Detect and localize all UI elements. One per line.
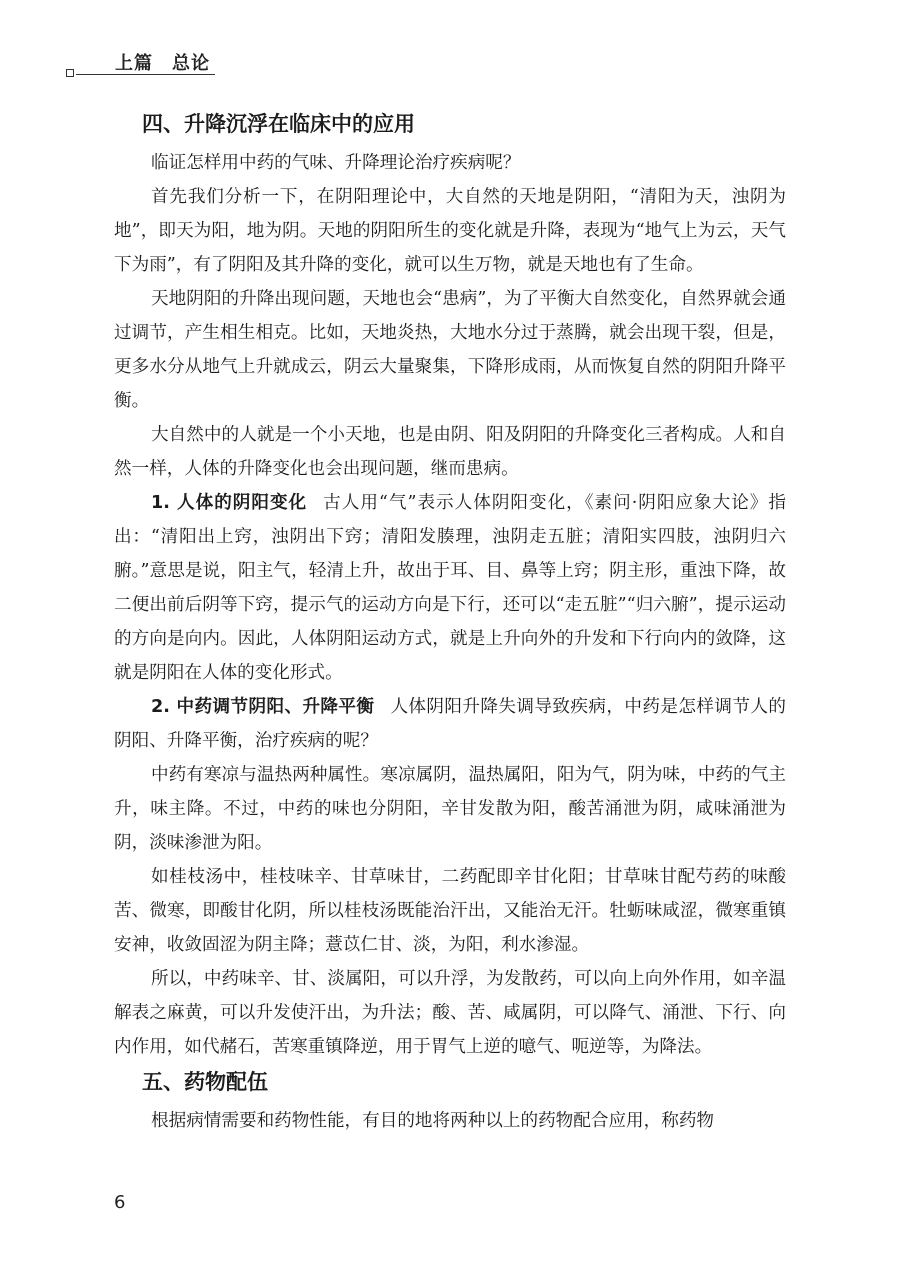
paragraph-text: 古人用“气”表示人体阴阳变化，《素问·阴阳应象大论》指出：“清阳出上窍，浊阴出下窍；清阳发腠理，浊阴走五脏；清阳实四肢，浊阴归六腑。”意思是说，阳主气，轻清上升，故出于耳、目、鼻等上窍；阴主形，重浊下降，故二便出前后阴等下窍，提示气的运动方向是下行，还可以“走五脏”“归六腑”，提示运动的方向是向内。因此，人体阴阳运动方式，就是上升向外的升发和下行向内的敛降，这就是阴阳在人体的变化形式。: [114, 493, 786, 683]
page-content: [114, 107, 786, 1138]
paragraph: 中药有寒凉与温热两种属性。寒凉属阴，温热属阳，阳为气，阴为味，中药的气主升，味主降。不过，中药的味也分阴阳，辛甘发散为阳，酸苦涌泄为阴，咸味涌泄为阴，淡味渗泄为阳。: [114, 765, 786, 853]
paragraph: 首先我们分析一下，在阴阳理论中，大自然的天地是阴阳，“清阳为天，浊阴为地”，即天为阳，地为阴。天地的阴阳所生的变化就是升降，表现为“地气上为云，天气下为雨”，有了阴阳及其升降的变化，就可以生万物，就是天地也有了生命。: [114, 187, 786, 275]
paragraph: 如桂枝汤中，桂枝味辛、甘草味甘，二药配即辛甘化阳；甘草味甘配芍药的味酸苦、微寒，即酸甘化阴，所以桂枝汤既能治汗出，又能治无汗。牡蛎味咸涩，微寒重镇安神，收敛固涩为阴主降；薏苡仁甘、淡，为阳，利水渗湿。: [114, 867, 786, 955]
section-heading-4: 四、升降沉浮在临床中的应用: [142, 112, 415, 136]
subheading-2: 2. 中药调节阴阳、升降平衡: [151, 697, 375, 717]
numbered-paragraph-2: [114, 690, 786, 758]
paragraph: 所以，中药味辛、甘、淡属阳，可以升浮，为发散药，可以向上向外作用，如辛温解表之麻黄，可以升发使汗出，为升法；酸、苦、咸属阴，可以降气、涌泄、下行、向内作用，如代赭石，苦寒重镇降逆，用于胃气上逆的噫气、呃逆等，为降法。: [114, 969, 786, 1057]
paragraph-text: 人体阴阳升降失调导致疾病，中药是怎样调节人的阴阳、升降平衡，治疗疾病的呢？: [114, 697, 786, 751]
header-square-ornament: [66, 69, 74, 77]
subheading-1: 1. 人体的阴阳变化: [151, 493, 308, 513]
running-header: 上篇 总论: [115, 53, 210, 74]
paragraph: 根据病情需要和药物性能，有目的地将两种以上的药物配合应用，称药物: [151, 1111, 715, 1131]
paragraph: 天地阴阳的升降出现问题，天地也会“患病”，为了平衡大自然变化，自然界就会通过调节，产生相生相克。比如，天地炎热，大地水分过于蒸腾，就会出现干裂，但是，更多水分从地气上升就成云，阴云大量聚集，下降形成雨，从而恢复自然的阴阳升降平衡。: [114, 289, 786, 411]
paragraph: 临证怎样用中药的气味、升降理论治疗疾病呢？: [151, 153, 521, 173]
section-heading-5: 五、药物配伍: [142, 1070, 268, 1094]
header-rule: [76, 74, 215, 75]
numbered-paragraph-1: [114, 486, 786, 690]
page-number: 6: [114, 1192, 126, 1213]
paragraph: 大自然中的人就是一个小天地，也是由阴、阳及阴阳的升降变化三者构成。人和自然一样，人体的升降变化也会出现问题，继而患病。: [114, 425, 786, 479]
